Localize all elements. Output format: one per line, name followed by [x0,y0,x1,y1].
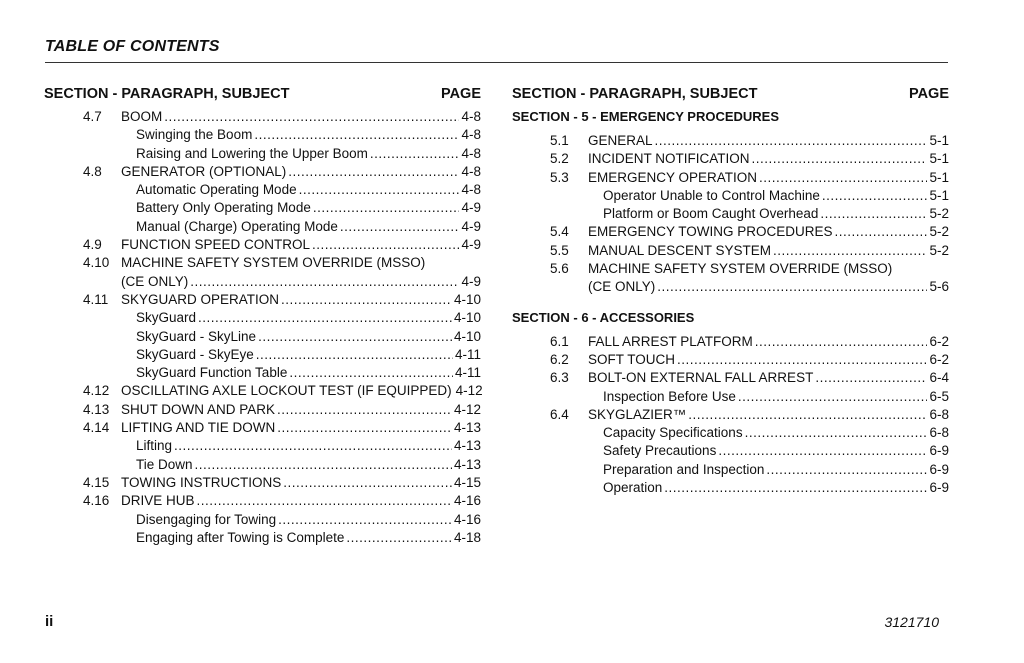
toc-entry-page: 6-5 [929,388,949,404]
dot-leader [289,364,453,382]
dot-leader [312,236,459,254]
dot-leader [677,351,927,369]
toc-entry-title: Disengaging for Towing [136,511,277,527]
dot-leader [755,333,928,351]
toc-entry[interactable] [44,492,481,510]
toc-entry-page: 4-11 [454,365,481,381]
dot-leader [340,218,460,236]
toc-entry[interactable] [44,108,481,126]
toc-entry-title: LIFTING AND TIE DOWN [121,420,276,436]
toc-left-column [44,84,481,547]
toc-entry[interactable] [512,278,949,296]
toc-entry[interactable] [44,474,481,492]
toc-entry-page: 4-13 [453,456,481,472]
dot-leader [346,529,452,547]
toc-entry[interactable] [512,169,949,187]
toc-entry-title: FALL ARREST PLATFORM [588,333,753,349]
toc-entry-title: SkyGuard [136,310,197,326]
toc-entry-number: 4.16 [83,493,110,509]
toc-entry-page: 6-9 [929,461,949,477]
toc-entry[interactable] [44,309,481,327]
toc-entry-title: Capacity Specifications [603,425,743,441]
toc-entry-number: 6.2 [550,351,569,367]
toc-entry-number: 4.14 [83,420,110,436]
dot-leader [277,419,452,437]
dot-leader [738,388,928,406]
toc-entry-title: TOWING INSTRUCTIONS [121,474,282,490]
toc-entry[interactable] [44,236,481,254]
toc-entry-title: BOOM [121,109,163,124]
toc-entry-page: 6-4 [929,370,949,386]
toc-entry[interactable] [44,382,481,400]
toc-entry-number: 4.13 [83,401,110,417]
toc-entry[interactable] [512,223,949,241]
toc-entry-title: MACHINE SAFETY SYSTEM OVERRIDE (MSSO) [121,255,426,271]
toc-entry[interactable] [512,205,949,223]
dot-leader [815,369,927,387]
toc-entry-page: 4-9 [461,273,481,289]
toc-entry-title: GENERATOR (OPTIONAL) [121,163,287,179]
toc-entry[interactable] [44,254,481,272]
toc-entry-title: DRIVE HUB [121,493,195,509]
section-heading: SECTION - 6 - ACCESSORIES [512,309,695,325]
toc-entry-page: 6-2 [929,333,949,349]
toc-entry-title: Battery Only Operating Mode [136,200,311,216]
toc-entry-title: Swinging the Boom [136,127,253,143]
toc-entry-page: 5-1 [929,169,949,185]
toc-entry-number: 4.9 [83,237,102,253]
toc-entry-title: SKYGUARD OPERATION [121,291,280,307]
dot-leader [313,199,460,217]
toc-entry[interactable] [512,369,949,387]
toc-entry-page: 4-9 [461,218,481,234]
dot-leader [254,126,459,144]
toc-list [44,108,481,547]
toc-entry[interactable] [44,529,481,547]
toc-entry-title: SOFT TOUCH [588,351,676,367]
toc-entry-title: MACHINE SAFETY SYSTEM OVERRIDE (MSSO) [588,261,893,277]
toc-entry[interactable] [44,199,481,217]
toc-entry-number: 5.2 [550,151,569,167]
toc-entry[interactable] [44,437,481,455]
toc-entry[interactable] [512,406,949,424]
column-page-label: PAGE [440,86,481,102]
toc-entry-title: SkyGuard - SkyEye [136,346,254,362]
toc-entry-title: SHUT DOWN AND PARK [121,401,276,417]
document-number: 3121710 [884,614,939,630]
dot-leader [718,442,927,460]
toc-entry[interactable] [512,260,949,278]
dot-leader [190,273,459,291]
section-gap [512,297,949,309]
toc-entry[interactable] [44,346,481,364]
toc-entry-page: 4-18 [453,529,481,545]
toc-entry[interactable] [44,163,481,181]
dot-leader [174,437,452,455]
toc-entry[interactable] [44,218,481,236]
toc-entry[interactable] [512,442,949,460]
page-number: ii [45,613,54,630]
toc-entry-page: 5-2 [929,224,949,240]
toc-entry-page: 4-8 [461,145,481,161]
toc-entry-page: 4-10 [453,291,481,307]
toc-entry-number: 4.15 [83,474,110,490]
toc-entry-number: 4.12 [83,383,110,399]
toc-right-column [512,84,949,497]
toc-entry-title: EMERGENCY OPERATION [588,169,758,185]
toc-entry-title: Engaging after Towing is Complete [136,529,345,545]
toc-entry-title: (CE ONLY) [588,279,656,295]
toc-entry-title: INCIDENT NOTIFICATION [588,151,750,167]
dot-leader [657,278,927,296]
dot-leader [299,181,460,199]
toc-entry-page: 4-16 [453,493,481,509]
dot-leader [197,492,452,510]
toc-entry[interactable] [44,419,481,437]
toc-entry-page: 4-8 [461,109,481,124]
dot-leader [288,163,459,181]
toc-entry-title: Automatic Operating Mode [136,182,297,198]
toc-entry-title: Inspection Before Use [603,388,736,404]
toc-entry-title: SKYGLAZIER™ [588,406,687,422]
toc-entry-page: 5-6 [929,279,949,295]
toc-entry-number: 5.5 [550,242,569,258]
toc-entry-title: MANUAL DESCENT SYSTEM [588,242,772,258]
toc-entry-number: 4.7 [83,109,102,124]
toc-entry[interactable] [512,424,949,442]
page-header-title: TABLE OF CONTENTS [45,38,220,55]
toc-entry-title: SkyGuard - SkyLine [136,328,257,344]
toc-entry[interactable] [44,401,481,419]
toc-entry[interactable] [512,461,949,479]
dot-leader [759,169,927,187]
column-page-label: PAGE [908,86,949,102]
toc-list [512,108,949,497]
toc-entry-title: SkyGuard Function Table [136,365,288,381]
dot-leader [258,328,452,346]
toc-entry-page: 5-2 [929,242,949,258]
toc-entry-page: 5-1 [929,151,949,167]
header-rule [45,62,948,63]
toc-entry[interactable] [44,291,481,309]
section-heading: SECTION - 5 - EMERGENCY PROCEDURES [512,109,780,124]
toc-entry-number: 4.8 [83,163,102,179]
toc-entry-title: Operator Unable to Control Machine [603,187,820,203]
toc-entry-number: 6.4 [550,406,569,422]
toc-entry-page: 4-12 [453,401,481,417]
toc-entry-page: 4-16 [453,511,481,527]
dot-leader [820,205,927,223]
dot-leader [278,511,452,529]
dot-leader [752,150,928,168]
toc-entry-page: 4-13 [453,420,481,436]
dot-leader [664,479,927,497]
toc-entry-title: Platform or Boom Caught Overhead [603,206,819,222]
toc-entry-number: 5.6 [550,261,569,277]
toc-entry-number: 5.1 [550,133,569,148]
toc-entry-title: GENERAL [588,133,653,148]
toc-entry[interactable] [512,150,949,168]
toc-entry-page: 5-1 [929,133,949,148]
toc-entry[interactable] [512,333,949,351]
toc-entry[interactable] [44,181,481,199]
toc-entry-title: Manual (Charge) Operating Mode [136,218,338,234]
dot-leader [281,291,452,309]
dot-leader [277,401,452,419]
dot-leader [195,456,452,474]
toc-entry-page: 6-8 [929,425,949,441]
toc-entry-number: 5.3 [550,169,569,185]
column-header [44,84,481,108]
toc-entry-page: 6-9 [929,443,949,459]
toc-entry-title: BOLT-ON EXTERNAL FALL ARREST [588,370,814,386]
dot-leader [370,145,460,163]
toc-entry[interactable] [44,328,481,346]
column-header [512,84,949,108]
toc-entry-page: 5-1 [929,187,949,203]
toc-entry[interactable] [512,388,949,406]
dot-leader [822,187,928,205]
toc-entry-page: 4-8 [461,182,481,198]
toc-entry-number: 4.11 [83,291,109,307]
toc-entry-page: 4-15 [453,474,481,490]
column-subject-label: SECTION - PARAGRAPH, SUBJECT [44,86,290,102]
toc-entry[interactable] [44,145,481,163]
toc-entry-page: 4-13 [453,438,481,454]
toc-entry-title: (CE ONLY) [121,273,189,289]
toc-entry[interactable] [512,132,949,150]
toc-entry-page: 4-8 [461,163,481,179]
dot-leader [688,406,927,424]
dot-leader [198,309,452,327]
toc-entry[interactable] [44,273,481,291]
toc-entry-page: 5-2 [929,206,949,222]
dot-leader [256,346,453,364]
toc-entry-page: 4-12 [455,383,483,399]
toc-entry[interactable] [44,126,481,144]
dot-leader [164,108,459,126]
toc-entry-page: 4-8 [461,127,481,143]
toc-entry-title: Preparation and Inspection [603,461,765,477]
toc-entry[interactable] [512,479,949,497]
dot-leader [283,474,452,492]
toc-entry-title: Tie Down [136,456,193,472]
toc-entry-title: Lifting [136,438,173,454]
toc-entry-page: 6-8 [929,406,949,422]
toc-entry-number: 6.3 [550,370,569,386]
dot-leader [655,132,928,150]
toc-entry-number: 4.10 [83,255,110,271]
toc-entry-number: 6.1 [550,333,569,349]
dot-leader [773,242,927,260]
toc-entry-page: 4-11 [454,346,481,362]
toc-entry-page: 4-9 [461,200,481,216]
toc-entry-number: 5.4 [550,224,569,240]
toc-entry[interactable] [44,456,481,474]
dot-leader [835,223,928,241]
toc-entry-page: 4-10 [453,310,481,326]
toc-entry-title: Safety Precautions [603,443,717,459]
toc-entry-title: OSCILLATING AXLE LOCKOUT TEST (IF EQUIPPED) [121,383,452,399]
toc-entry-page: 6-9 [929,480,949,496]
dot-leader [766,461,927,479]
toc-entry-title: Operation [603,480,663,496]
toc-entry-title: FUNCTION SPEED CONTROL [121,237,311,253]
column-subject-label: SECTION - PARAGRAPH, SUBJECT [512,86,758,102]
toc-entry[interactable] [512,242,949,260]
toc-entry-title: EMERGENCY TOWING PROCEDURES [588,224,833,240]
toc-entry-title: Raising and Lowering the Upper Boom [136,145,368,161]
toc-entry-page: 6-2 [929,351,949,367]
dot-leader [745,424,928,442]
toc-entry[interactable] [512,351,949,369]
toc-entry-page: 4-9 [461,237,481,253]
toc-entry[interactable] [44,364,481,382]
toc-entry-page: 4-10 [453,328,481,344]
toc-entry[interactable] [44,511,481,529]
toc-entry[interactable] [512,187,949,205]
